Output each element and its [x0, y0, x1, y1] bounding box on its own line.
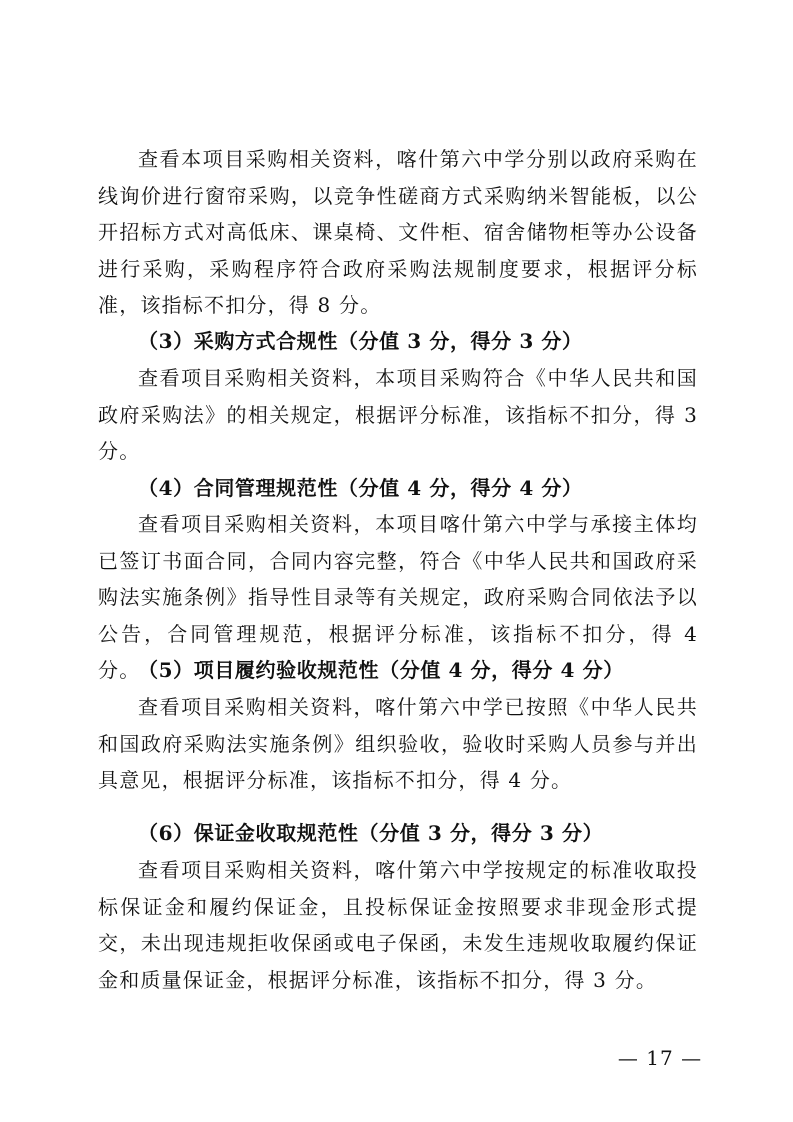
section-heading-4: （4）合同管理规范性（分值 4 分，得分 4 分） — [138, 476, 583, 500]
contract-management-paragraph: 查看项目采购相关资料，本项目喀什第六中学与承接主体均已签订书面合同，合同内容完整，符合《中华人民共和国政府采购法实施条例》指导性目录等有关规定，政府采购合同依法予以公告，合同管理规范，根据评分标准，该指标不扣分，得 4 分。 — [98, 512, 698, 682]
procurement-procedure-paragraph: 查看本项目采购相关资料，喀什第六中学分别以政府采购在线询价进行窗帘采购，以竞争性磋商方式采购纳米智能板，以公开招标方式对高低床、课桌椅、文件柜、宿舍储物柜等办公设备进行采购，采购程序符合政府采购法规制度要求，根据评分标准，该指标不扣分，得 8 分。 — [98, 147, 698, 317]
section-heading-3: （3）采购方式合规性（分值 3 分，得分 3 分） — [138, 329, 583, 353]
procurement-method-paragraph: 查看项目采购相关资料，本项目采购符合《中华人民共和国政府采购法》的相关规定，根据评分标准，该指标不扣分，得 3 分。 — [98, 366, 698, 463]
section-heading-6: （6）保证金收取规范性（分值 3 分，得分 3 分） — [138, 821, 604, 845]
page-number: — 17 — — [617, 1046, 703, 1070]
acceptance-paragraph: 查看项目采购相关资料，喀什第六中学已按照《中华人民共和国政府采购法实施条例》组织验收，验收时采购人员参与并出具意见，根据评分标准，该指标不扣分，得 4 分。 — [98, 695, 698, 792]
section-heading-5: （5）项目履约验收规范性（分值 4 分，得分 4 分） — [138, 658, 624, 682]
deposit-paragraph: 查看项目采购相关资料，喀什第六中学按规定的标准收取投标保证金和履约保证金，且投标保证金按照要求非现金形式提交，未出现违规拒收保函或电子保函，未发生违规收取履约保证金和质量保证金，根据评分标准，该指标不扣分，得 3 分。 — [98, 858, 698, 992]
